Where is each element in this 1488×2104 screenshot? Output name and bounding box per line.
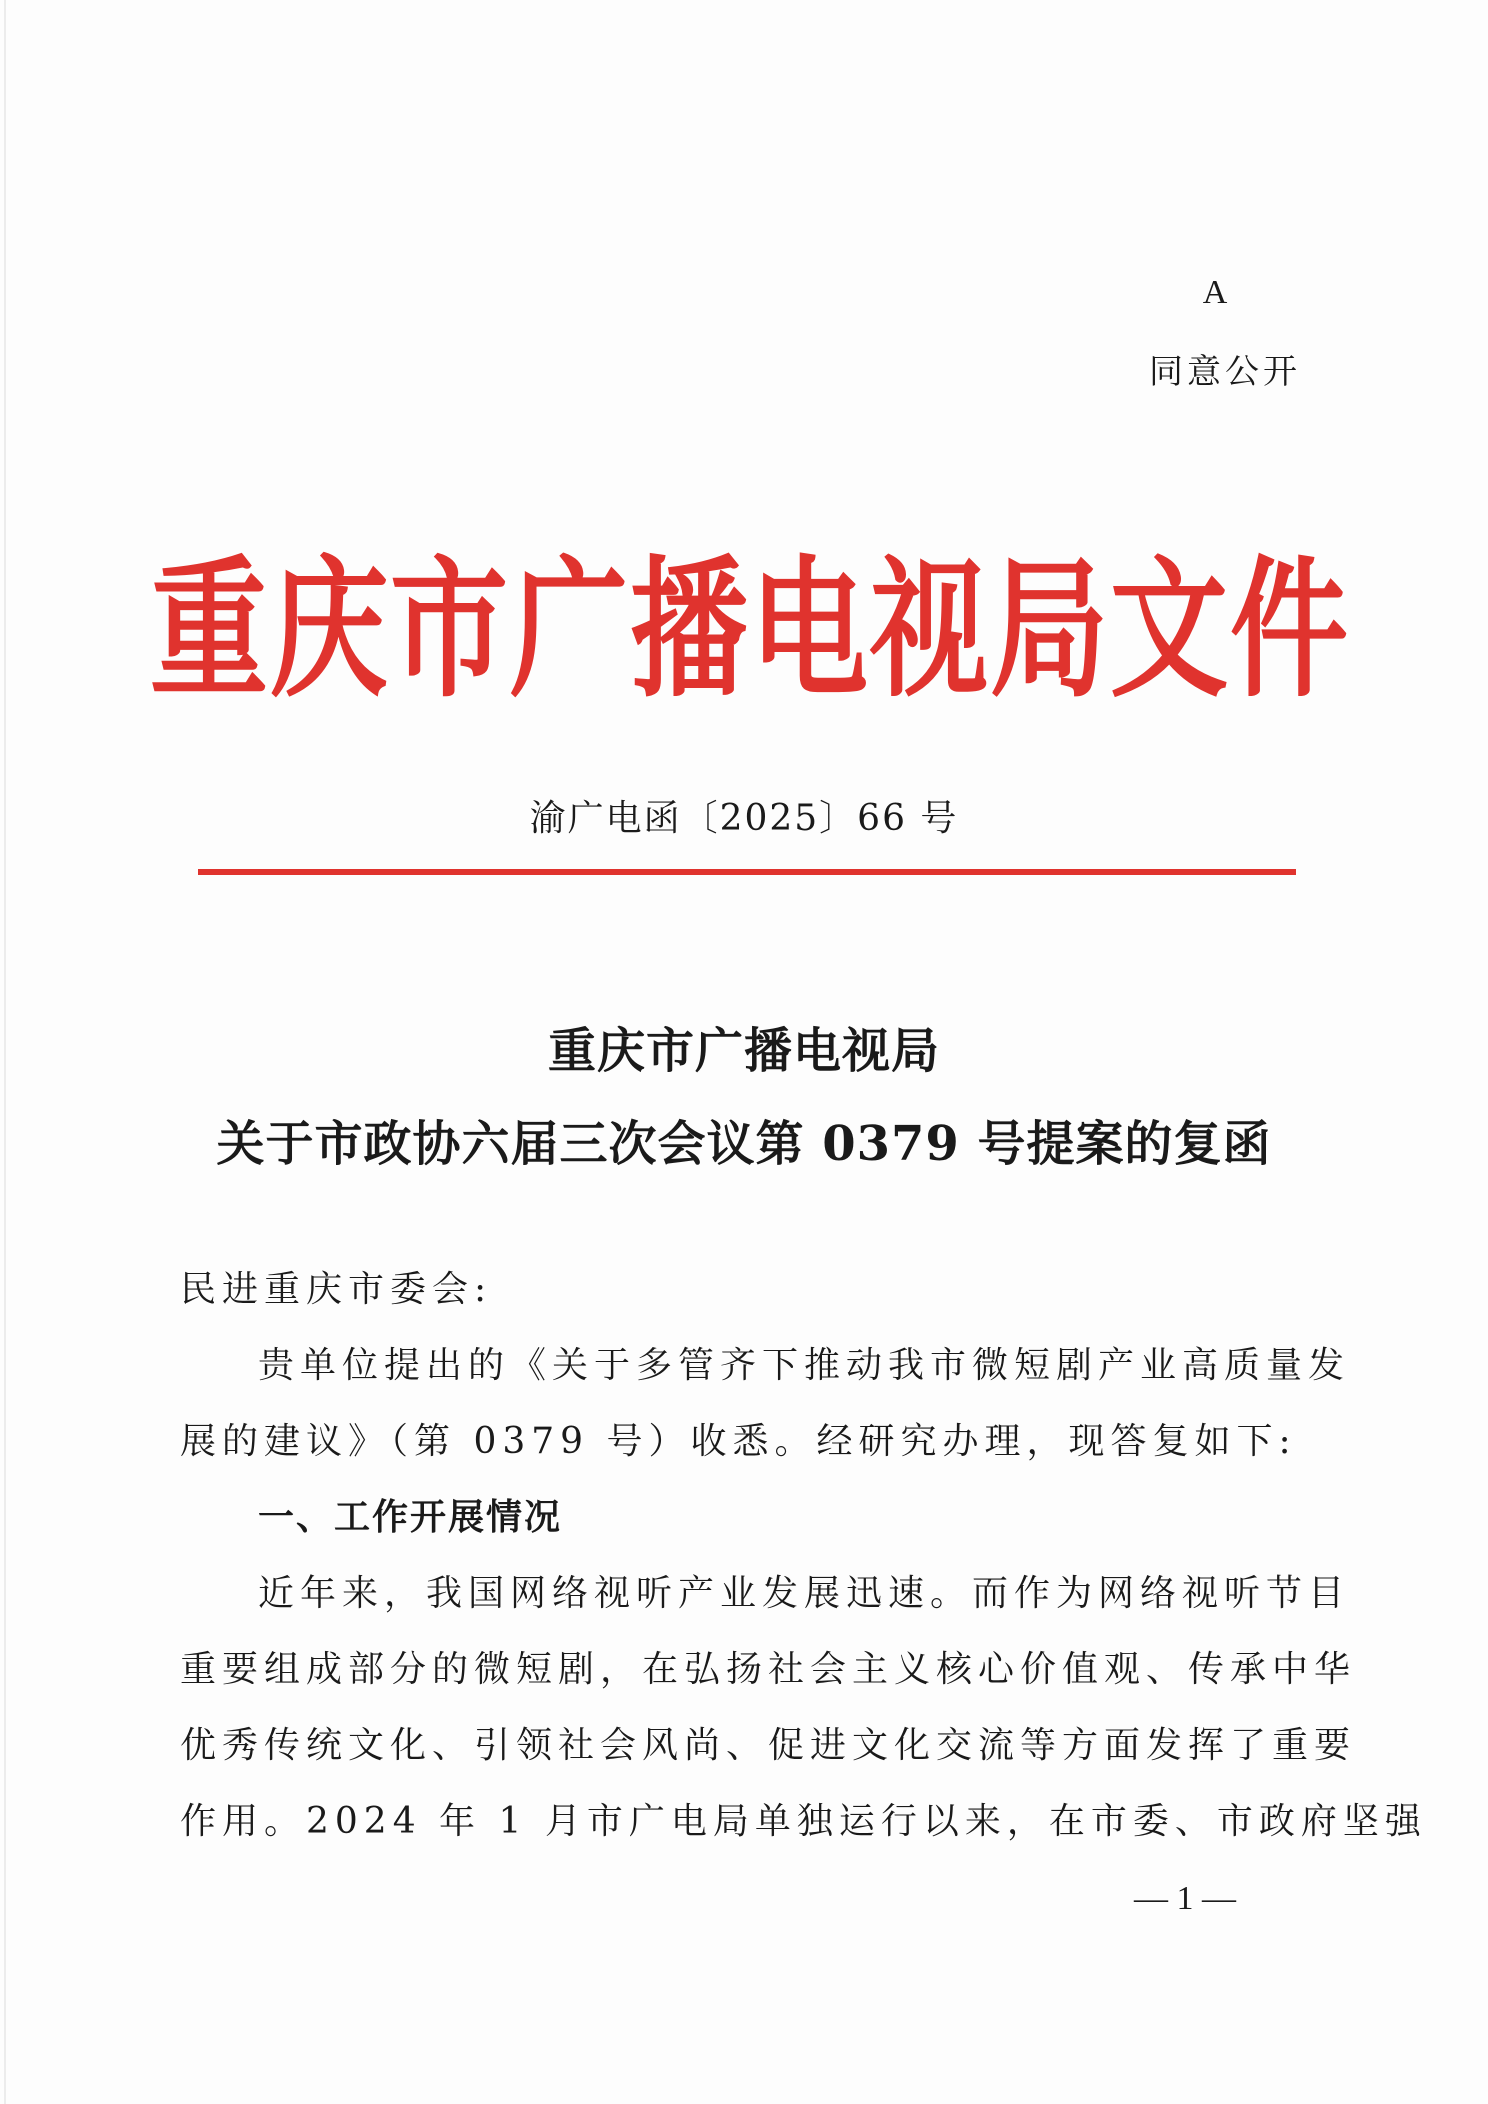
salutation: 民进重庆市委会: — [180, 1269, 493, 1310]
paragraph-1 — [180, 1328, 1351, 1480]
paragraph-2-line-1: 近年来，我国网络视听产业发展迅速。而作为网络视听节目 — [258, 1573, 1351, 1614]
document-title-line-2: 关于市政协六届三次会议第 0379 号提案的复函 — [216, 1116, 1272, 1172]
document-number: 渝广电函〔2025〕66 号 — [529, 798, 959, 839]
paragraph-2-line-3: 优秀传统文化、引领社会风尚、促进文化交流等方面发挥了重要 — [180, 1725, 1357, 1766]
paragraph-2 — [180, 1556, 1427, 1860]
scan-edge — [4, 0, 6, 2104]
section-heading-1: 一、工作开展情况 — [258, 1497, 563, 1538]
document-title-line-1: 重庆市广播电视局 — [547, 1023, 940, 1079]
paragraph-1-line-1: 贵单位提出的《关于多管齐下推动我市微短剧产业高质量发 — [258, 1345, 1351, 1386]
paragraph-2-line-4: 作用。2024 年 1 月市广电局单独运行以来，在市委、市政府坚强 — [180, 1801, 1427, 1842]
disclosure-level: A — [1202, 274, 1228, 311]
paragraph-1-line-2: 展的建议》（第 0379 号）收悉。经研究办理，现答复如下: — [180, 1421, 1297, 1462]
paragraph-2-line-2: 重要组成部分的微短剧，在弘扬社会主义核心价值观、传承中华 — [180, 1649, 1357, 1690]
red-divider-rule — [198, 869, 1296, 875]
page-number: — 1 — — [1134, 1880, 1236, 1917]
document-masthead: 重庆市广播电视局文件 — [150, 541, 1351, 718]
disclosure-note: 同意公开 — [1149, 352, 1301, 392]
